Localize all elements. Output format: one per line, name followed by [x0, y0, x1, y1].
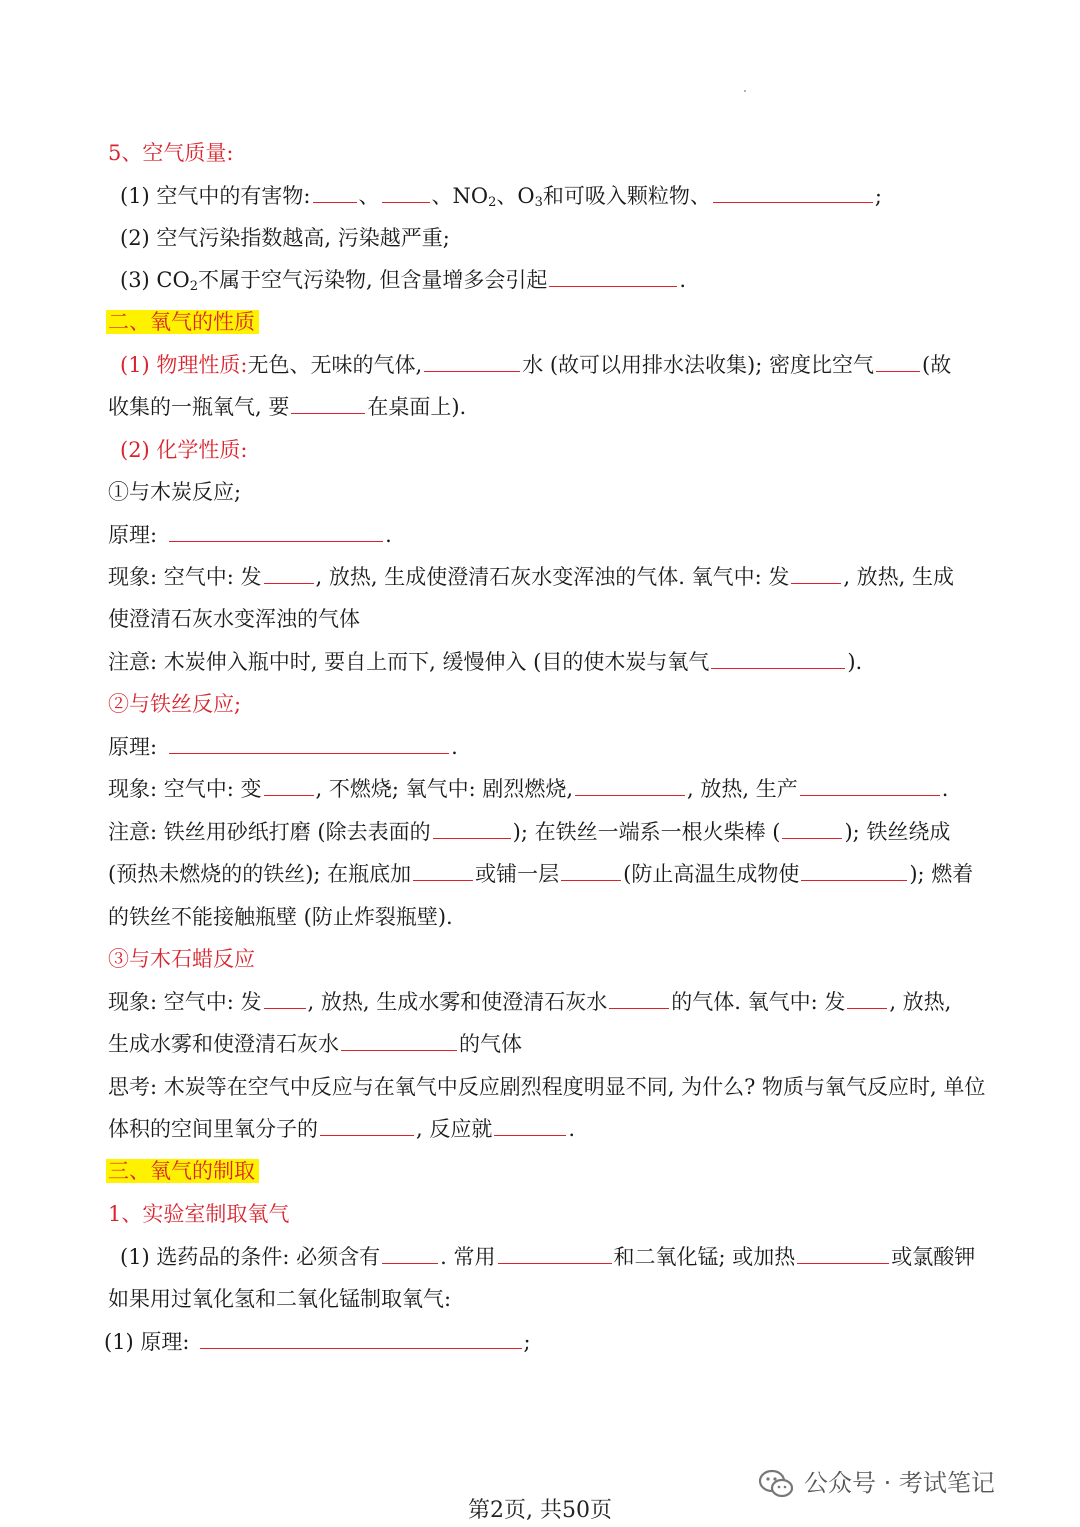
fill-blank[interactable] — [433, 818, 511, 839]
section-oxygen-properties-title: 二、氧气的性质 — [108, 307, 1040, 337]
think-question: 思考: 木炭等在空气中反应与在氧气中反应剧烈程度明显不同, 为什么? 物质与氧气反应时, 单位 — [108, 1075, 986, 1099]
fill-blank[interactable] — [382, 182, 430, 203]
fill-blank[interactable] — [264, 988, 306, 1009]
wechat-icon — [758, 1469, 794, 1499]
wax-phenomenon-2: 生成水雾和使澄清石灰水 的气体 — [108, 1032, 522, 1056]
air-quality-line-2: (2) 空气污染指数越高, 污染越严重; — [120, 226, 450, 250]
physical-properties-line: (1) 物理性质:无色、无味的气体, 水 (故可以用排水法收集); 密度比空气 (故 — [120, 353, 952, 377]
fill-blank[interactable] — [847, 988, 887, 1009]
fill-blank[interactable] — [264, 775, 314, 796]
fill-blank[interactable] — [264, 563, 314, 584]
fill-blank[interactable] — [494, 1115, 566, 1136]
fill-blank[interactable] — [341, 1030, 457, 1051]
speck — [744, 90, 746, 92]
iron-note-3: 的铁丝不能接触瓶壁 (防止炸裂瓶壁). — [108, 905, 453, 929]
lab-preparation-title: 1、实验室制取氧气 — [108, 1202, 290, 1226]
page-number: 第2页, 共50页 — [468, 1498, 612, 1523]
chemical-properties-title: (2) 化学性质: — [120, 438, 248, 462]
fill-blank[interactable] — [711, 648, 845, 669]
hydrogen-peroxide-line: 如果用过氧化氢和二氧化锰制取氧气: — [108, 1287, 452, 1311]
fill-blank[interactable] — [713, 182, 873, 203]
fill-blank[interactable] — [291, 393, 365, 414]
fill-blank[interactable] — [561, 860, 621, 881]
section-5-title: 5、空气质量: — [108, 141, 234, 165]
air-quality-line-1: (1) 空气中的有害物: 、 、$NO_2$、$O_3$和可吸入颗粒物、 ; — [120, 184, 882, 210]
section-oxygen-preparation-title: 三、氧气的制取 — [108, 1156, 1040, 1186]
reagent-conditions-line: (1) 选药品的条件: 必须含有 . 常用 和二氧化锰; 或加热 或氯酸钾 — [120, 1245, 976, 1269]
charcoal-phenomenon: 现象: 空气中: 发 , 放热, 生成使澄清石灰水变浑浊的气体. 氧气中: 发 , 放热, 生成 — [108, 565, 955, 589]
fill-blank[interactable] — [424, 351, 520, 372]
fill-blank[interactable] — [413, 860, 473, 881]
fill-blank[interactable] — [782, 818, 842, 839]
wechat-brand: 公众号 · 考试笔记 — [758, 1466, 995, 1500]
think-question-2: 体积的空间里氧分子的 , 反应就 . — [108, 1117, 576, 1141]
iron-note: 注意: 铁丝用砂纸打磨 (除去表面的 ); 在铁丝一端系一根火柴棒 ( ); 铁丝绕成 — [108, 820, 951, 844]
iron-note-2: (预热未燃烧的的铁丝); 在瓶底加 或铺一层 (防止高温生成物使 ); 燃着 — [108, 862, 974, 886]
charcoal-principle: 原理: . — [108, 523, 392, 547]
fill-blank[interactable] — [549, 266, 677, 287]
charcoal-title: ①与木炭反应; — [108, 480, 242, 504]
fill-blank[interactable] — [800, 775, 940, 796]
fill-blank[interactable] — [200, 1328, 522, 1349]
iron-phenomenon: 现象: 空气中: 变 , 不燃烧; 氧气中: 剧烈燃烧, , 放热, 生产 . — [108, 777, 949, 801]
fill-blank[interactable] — [169, 521, 383, 542]
charcoal-note: 注意: 木炭伸入瓶中时, 要自上而下, 缓慢伸入 (目的使木炭与氧气 ). — [108, 650, 863, 674]
iron-wire-title: ②与铁丝反应; — [108, 692, 242, 716]
fill-blank[interactable] — [313, 182, 357, 203]
fill-blank[interactable] — [609, 988, 669, 1009]
air-quality-line-3: (3) $CO_2$不属于空气污染物, 但含量增多会引起 . — [120, 268, 687, 294]
fill-blank[interactable] — [575, 775, 685, 796]
physical-properties-line-2: 收集的一瓶氧气, 要 在桌面上). — [108, 395, 467, 419]
fill-blank[interactable] — [801, 860, 907, 881]
charcoal-phenomenon-2: 使澄清石灰水变浑浊的气体 — [108, 607, 360, 631]
fill-blank[interactable] — [791, 563, 841, 584]
fill-blank[interactable] — [498, 1243, 612, 1264]
wax-phenomenon: 现象: 空气中: 发 , 放热, 生成水雾和使澄清石灰水 的气体. 氧气中: 发 , 放热, — [108, 990, 952, 1014]
fill-blank[interactable] — [382, 1243, 438, 1264]
fill-blank[interactable] — [797, 1243, 889, 1264]
hydrogen-peroxide-principle: (1) 原理: ; — [104, 1330, 531, 1354]
wax-title: ③与木石蜡反应 — [108, 947, 255, 971]
fill-blank[interactable] — [876, 351, 920, 372]
iron-principle: 原理: . — [108, 735, 458, 759]
fill-blank[interactable] — [320, 1115, 414, 1136]
fill-blank[interactable] — [169, 733, 449, 754]
